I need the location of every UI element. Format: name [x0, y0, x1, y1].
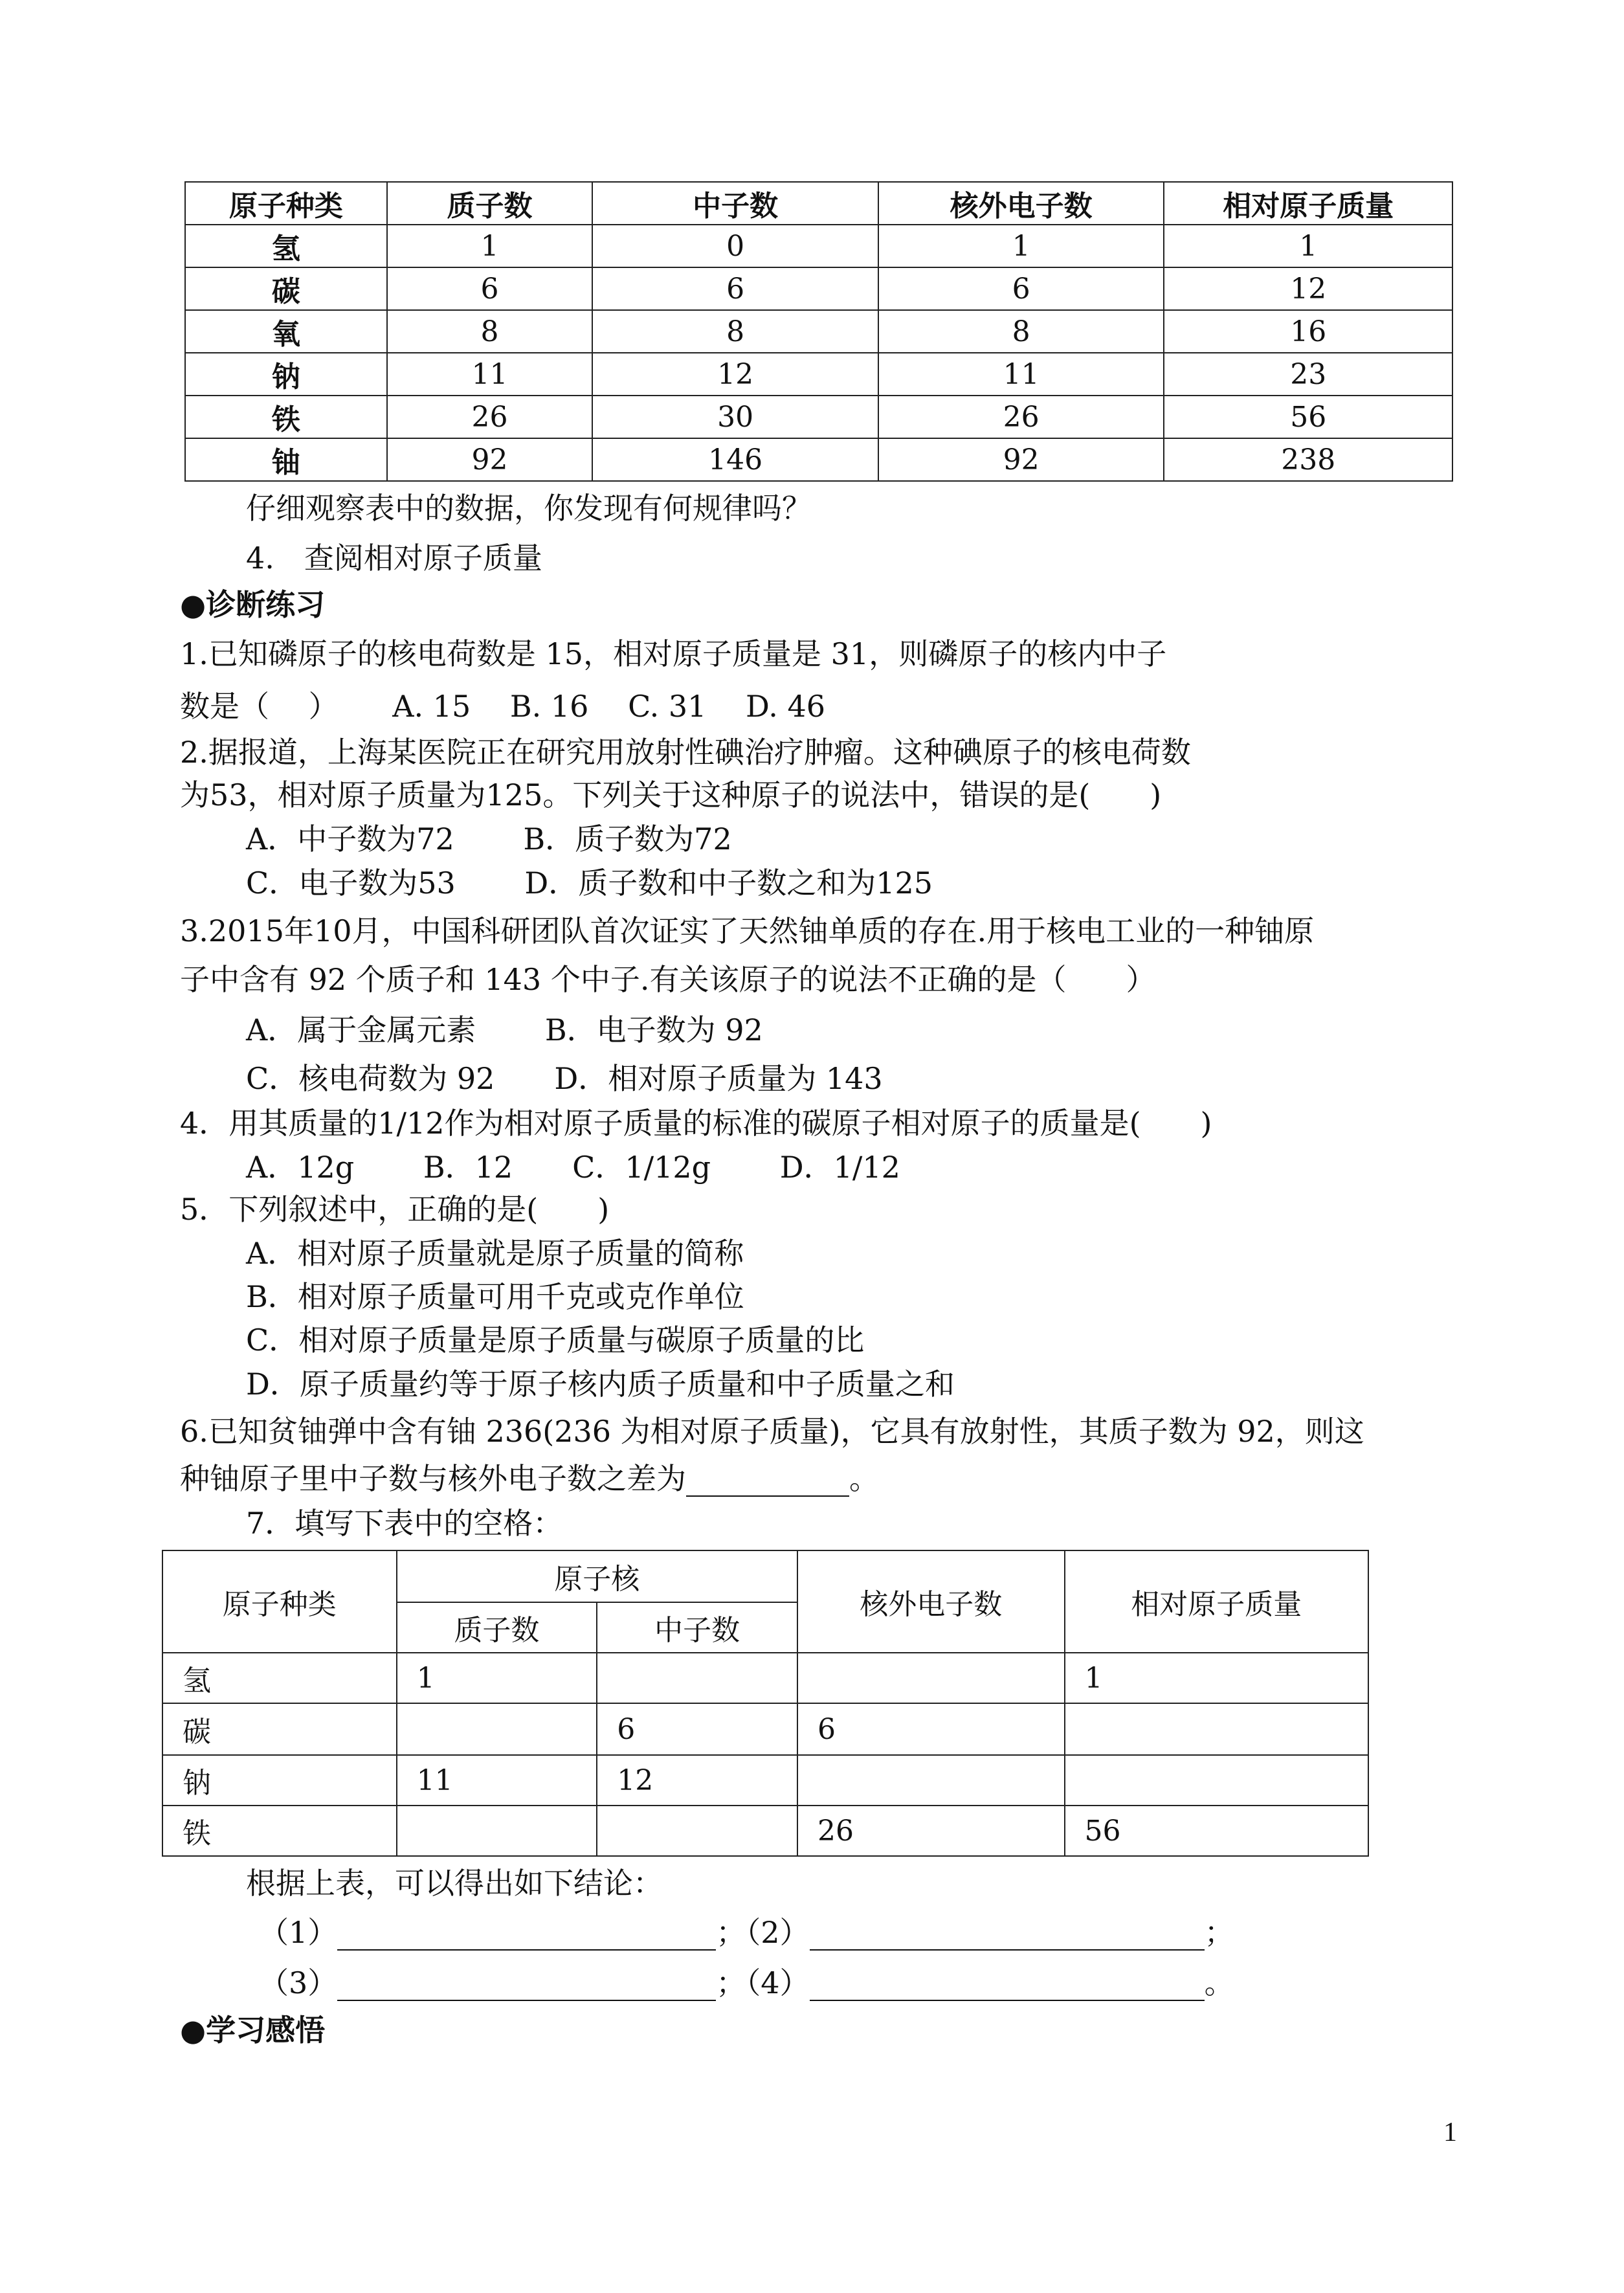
conclusion-line-1: [259, 1914, 1234, 1951]
cell-protons: 1: [387, 225, 593, 267]
cell-atom: 碳: [185, 267, 387, 310]
question-2-options-cd: C．电子数为53 D．质子数和中子数之和为125: [246, 866, 933, 900]
question-5-line-1: 5．下列叙述中，正确的是( ): [180, 1192, 610, 1227]
table-row: [162, 1653, 1368, 1703]
blank-label-3: （3）: [259, 1965, 338, 2000]
cell-protons[interactable]: [397, 1806, 597, 1856]
line-end-semicolon: ；: [1204, 1915, 1234, 1950]
page-number: 1: [1443, 2118, 1457, 2147]
atom-data-table: [184, 181, 1453, 482]
header-protons: 质子数: [397, 1602, 597, 1653]
cell-mass: 16: [1164, 310, 1452, 353]
question-3-options-cd: C．核电荷数为 92 D．相对原子质量为 143: [246, 1061, 883, 1096]
cell-electrons: 26: [878, 396, 1164, 438]
cell-protons: 11: [387, 353, 593, 396]
cell-neutrons[interactable]: [597, 1653, 797, 1703]
cell-protons[interactable]: 1: [397, 1653, 597, 1703]
question-3-line-1: 3.2015年10月，中国科研团队首次证实了天然铀单质的存在.用于核电工业的一种铀原: [180, 913, 1315, 948]
cell-neutrons: 8: [592, 310, 878, 353]
blank-label-1: （1）: [259, 1915, 338, 1950]
question-5-option-b: B．相对原子质量可用千克或克作单位: [246, 1279, 744, 1314]
header-electrons: 核外电子数: [878, 182, 1164, 225]
cell-protons: 6: [387, 267, 593, 310]
question-1-line-1: 1.已知磷原子的核电荷数是 15，相对原子质量是 31，则磷原子的核内中子: [180, 636, 1167, 671]
question-4-options: A．12g B．12 C．1/12g D．1/12: [246, 1150, 900, 1185]
header-electrons: 核外电子数: [797, 1550, 1065, 1653]
cell-mass[interactable]: [1065, 1703, 1368, 1755]
answer-blank[interactable]: [686, 1467, 849, 1497]
table-row: [185, 267, 1452, 310]
cell-mass[interactable]: [1065, 1755, 1368, 1806]
header-neutrons: 中子数: [592, 182, 878, 225]
cell-protons[interactable]: [397, 1703, 597, 1755]
cell-protons: 26: [387, 396, 593, 438]
question-3-options-ab: A．属于金属元素 B．电子数为 92: [246, 1012, 763, 1047]
cell-electrons[interactable]: 6: [797, 1703, 1065, 1755]
cell-mass[interactable]: 1: [1065, 1653, 1368, 1703]
question-2-line-2: 为53，相对原子质量为125。下列关于这种原子的说法中，错误的是( ): [180, 777, 1162, 812]
header-relative-mass: 相对原子质量: [1065, 1550, 1368, 1653]
cell-neutrons: 12: [592, 353, 878, 396]
header-relative-mass: 相对原子质量: [1164, 182, 1452, 225]
table-row: [185, 438, 1452, 481]
cell-electrons[interactable]: [797, 1755, 1065, 1806]
header-atom-type: 原子种类: [185, 182, 387, 225]
question-6-line-2: [180, 1460, 879, 1497]
cell-neutrons: 6: [592, 267, 878, 310]
question-6-text: 种铀原子里中子数与核外电子数之差为: [180, 1461, 686, 1496]
cell-electrons[interactable]: 26: [797, 1806, 1065, 1856]
cell-mass: 238: [1164, 438, 1452, 481]
cell-mass[interactable]: 56: [1065, 1806, 1368, 1856]
answer-blank-3[interactable]: [337, 1971, 716, 2001]
cell-neutrons: 30: [592, 396, 878, 438]
table-header-row: [162, 1550, 1368, 1602]
table-row: [185, 353, 1452, 396]
table-row: [185, 310, 1452, 353]
cell-electrons: 11: [878, 353, 1164, 396]
observe-prompt: 仔细观察表中的数据，你发现有何规律吗？: [246, 491, 812, 526]
header-atom-type: 原子种类: [162, 1550, 397, 1653]
cell-atom: 碳: [162, 1703, 397, 1755]
cell-electrons: 1: [878, 225, 1164, 267]
cell-mass: 23: [1164, 353, 1452, 396]
table-row: [162, 1755, 1368, 1806]
cell-electrons: 92: [878, 438, 1164, 481]
fill-in-table: [162, 1550, 1369, 1857]
answer-blank-4[interactable]: [810, 1971, 1205, 2001]
conclusion-intro: 根据上表，可以得出如下结论：: [246, 1866, 663, 1901]
table-row: [185, 225, 1452, 267]
cell-neutrons[interactable]: 6: [597, 1703, 797, 1755]
question-1-line-2: 数是（ ） A. 15 B. 16 C. 31 D. 46: [180, 689, 826, 724]
blank-label-4: ；（4）: [716, 1965, 810, 2000]
question-2-line-1: 2.据报道，上海某医院正在研究用放射性碘治疗肿瘤。这种碘原子的核电荷数: [180, 735, 1191, 770]
cell-neutrons: 146: [592, 438, 878, 481]
header-protons: 质子数: [387, 182, 593, 225]
table-row: [185, 396, 1452, 438]
cell-mass: 12: [1164, 267, 1452, 310]
question-5-option-d: D．原子质量约等于原子核内质子质量和中子质量之和: [246, 1367, 955, 1402]
header-neutrons: 中子数: [597, 1602, 797, 1653]
answer-blank-1[interactable]: [337, 1921, 716, 1951]
answer-blank-2[interactable]: [810, 1921, 1205, 1951]
cell-atom: 氢: [162, 1653, 397, 1703]
question-5-option-a: A．相对原子质量就是原子质量的简称: [246, 1236, 744, 1271]
conclusion-line-2: [259, 1965, 1234, 2001]
cell-atom: 氧: [185, 310, 387, 353]
cell-atom: 氢: [185, 225, 387, 267]
cell-atom: 铀: [185, 438, 387, 481]
section-heading-reflection: ●学习感悟: [180, 2013, 326, 2048]
question-6-line-1: 6.已知贫铀弹中含有铀 236(236 为相对原子质量)，它具有放射性，其质子数为 92，则这: [180, 1414, 1364, 1449]
line-end-period: 。: [1204, 1965, 1234, 2000]
cell-neutrons[interactable]: 12: [597, 1755, 797, 1806]
question-3-line-2: 子中含有 92 个质子和 143 个中子.有关该原子的说法不正确的是（ ）: [180, 962, 1156, 997]
lookup-item: 4. 查阅相对原子质量: [246, 541, 542, 576]
cell-electrons: 6: [878, 267, 1164, 310]
cell-atom: 铁: [162, 1806, 397, 1856]
section-heading-diagnosis: ●诊断练习: [180, 587, 326, 622]
header-nucleus: 原子核: [397, 1550, 797, 1602]
question-4-line-1: 4．用其质量的1/12作为相对原子质量的标准的碳原子相对原子的质量是( ): [180, 1106, 1212, 1141]
question-7-prompt: 7．填写下表中的空格：: [246, 1506, 563, 1541]
question-2-options-ab: A．中子数为72 B．质子数为72: [246, 822, 732, 856]
cell-atom: 钠: [185, 353, 387, 396]
table-row: [162, 1806, 1368, 1856]
blank-label-2: ；（2）: [716, 1915, 810, 1950]
cell-mass: 56: [1164, 396, 1452, 438]
cell-atom: 铁: [185, 396, 387, 438]
question-6-end: 。: [849, 1461, 879, 1496]
cell-atom: 钠: [162, 1755, 397, 1806]
cell-electrons: 8: [878, 310, 1164, 353]
table-row: [162, 1703, 1368, 1755]
question-5-option-c: C．相对原子质量是原子质量与碳原子质量的比: [246, 1323, 865, 1358]
cell-protons: 92: [387, 438, 593, 481]
cell-mass: 1: [1164, 225, 1452, 267]
cell-protons: 8: [387, 310, 593, 353]
cell-electrons[interactable]: [797, 1653, 1065, 1703]
cell-protons[interactable]: 11: [397, 1755, 597, 1806]
cell-neutrons[interactable]: [597, 1806, 797, 1856]
cell-neutrons: 0: [592, 225, 878, 267]
table-header-row: [185, 182, 1452, 225]
